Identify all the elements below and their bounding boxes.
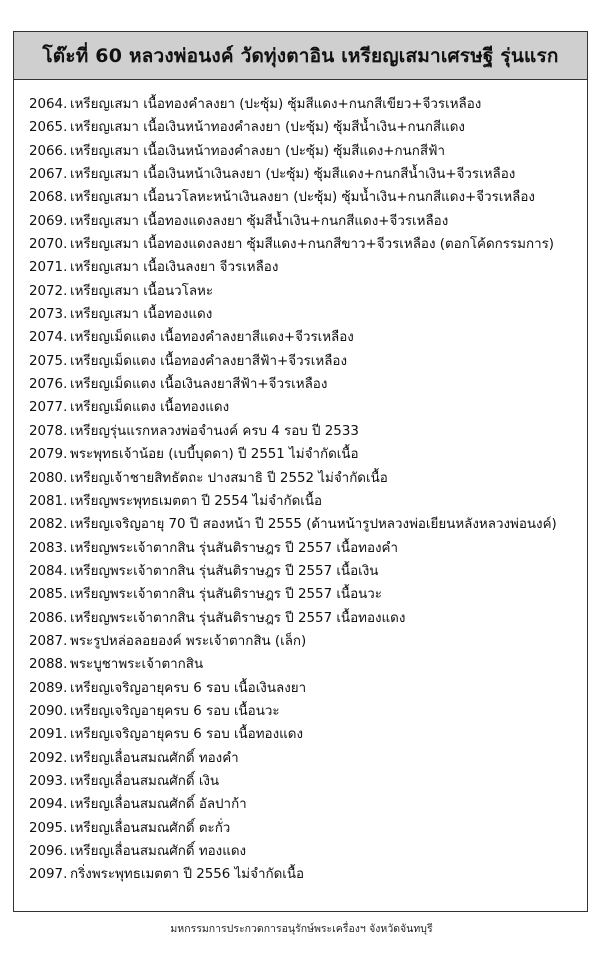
list-item — [29, 140, 581, 163]
item-text: เหรียญเจริญอายุครบ 6 รอบ เนื้อทองแดง — [70, 727, 304, 743]
list-item — [29, 630, 581, 653]
list-item — [29, 303, 581, 326]
item-number: 2071. — [29, 260, 68, 276]
list-item — [29, 560, 581, 583]
item-number: 2082. — [29, 517, 68, 533]
item-number: 2078. — [29, 423, 68, 439]
item-number: 2083. — [29, 540, 68, 556]
item-text: เหรียญเสมา เนื้อทองคำลงยา (ปะซุ้ม) ซุ้มสีแดง+กนกสีเขียว+จีวรเหลือง — [70, 97, 482, 112]
item-number: 2075. — [29, 353, 68, 369]
list-item — [29, 793, 581, 816]
list-item — [29, 723, 581, 746]
item-number: 2066. — [29, 143, 68, 159]
item-number: 2067. — [29, 167, 68, 183]
item-number: 2089. — [29, 680, 68, 696]
list-item — [29, 700, 581, 723]
list-item — [29, 467, 581, 490]
item-text: เหรียญเลื่อนสมณศักดิ์ ตะกั่ว — [70, 820, 231, 836]
item-number: 2094. — [29, 797, 68, 813]
list-item — [29, 420, 581, 443]
list-item — [29, 326, 581, 349]
item-number: 2091. — [29, 727, 68, 743]
title-bar — [14, 32, 587, 80]
list-item — [29, 770, 581, 793]
item-text: เหรียญเจริญอายุ 70 ปี สองหน้า ปี 2555 (ด้านหน้ารูปหลวงพ่อเยียนหลังหลวงพ่อนงค์) — [70, 517, 557, 533]
item-number: 2093. — [29, 773, 68, 789]
list-item — [29, 396, 581, 419]
list-item — [29, 93, 581, 116]
item-text: เหรียญเลื่อนสมณศักดิ์ ทองคำ — [70, 750, 239, 766]
item-text: พระพุทธเจ้าน้อย (เบบี้บุดดา) ปี 2551 ไม่จำกัดเนื้อ — [70, 447, 359, 463]
item-number: 2068. — [29, 190, 68, 206]
item-text: เหรียญเจริญอายุครบ 6 รอบ เนื้อเงินลงยา — [70, 680, 307, 696]
item-text: เหรียญเสมา เนื้อทองแดงลงยา ซุ้มสีน้ำเงิน+กนกสีแดง+จีวรเหลือง — [70, 213, 449, 229]
item-text: พระบูชาพระเจ้าตากสิน — [70, 657, 204, 673]
item-number: 2069. — [29, 213, 68, 229]
item-number: 2074. — [29, 330, 68, 346]
list-item — [29, 817, 581, 840]
item-text: เหรียญเสมา เนื้อเงินหน้าทองคำลงยา (ปะซุ้ม) ซุ้มสีน้ำเงิน+กนกสีแดง — [70, 120, 465, 136]
list-item — [29, 210, 581, 233]
list-item — [29, 443, 581, 466]
item-text: เหรียญเสมา เนื้อเงินหน้าทองคำลงยา (ปะซุ้ม) ซุ้มสีแดง+กนกสีฟ้า — [70, 143, 446, 159]
item-text: เหรียญเม็ดแตง เนื้อทองคำลงยาสีแดง+จีวรเหลือง — [70, 330, 354, 346]
item-number: 2073. — [29, 307, 68, 323]
item-text: เหรียญเจ้าชายสิทธัตถะ ปางสมาธิ ปี 2552 ไม่จำกัดเนื้อ — [70, 470, 388, 486]
item-number: 2092. — [29, 750, 68, 766]
item-text: เหรียญเสมา เนื้อเงินลงยา จีวรเหลือง — [70, 260, 279, 276]
item-number: 2090. — [29, 703, 68, 719]
item-text: เหรียญเสมา เนื้อทองแดงลงยา ซุ้มสีแดง+กนกสีขาว+จีวรเหลือง (ตอกโค้ดกรรมการ) — [70, 237, 555, 253]
list-item — [29, 233, 581, 256]
item-number: 2095. — [29, 820, 68, 836]
item-number: 2072. — [29, 283, 68, 299]
list-item — [29, 537, 581, 560]
item-number: 2079. — [29, 447, 68, 463]
list-item — [29, 747, 581, 770]
item-number: 2077. — [29, 400, 68, 416]
item-text: เหรียญเลื่อนสมณศักดิ์ เงิน — [70, 773, 220, 789]
list-item — [29, 280, 581, 303]
item-text: เหรียญเลื่อนสมณศักดิ์ ทองแดง — [70, 844, 247, 859]
item-number: 2076. — [29, 377, 68, 393]
list-item — [29, 116, 581, 139]
footer-text: มหกรรมการประกวดการอนุรักษ์พระเครื่องฯ จังหวัดจันทบุรี — [170, 923, 433, 935]
item-text: เหรียญรุ่นแรกหลวงพ่อจำนงค์ ครบ 4 รอบ ปี 2533 — [70, 423, 359, 439]
list-item — [29, 163, 581, 186]
item-list — [29, 93, 581, 887]
item-text: เหรียญพระเจ้าตากสิน รุ่นสันติราษฎร ปี 2557 เนื้อทองแดง — [70, 610, 406, 626]
item-number: 2088. — [29, 657, 68, 673]
item-number: 2096. — [29, 844, 68, 859]
item-text: พระรูปหล่อลอยองค์ พระเจ้าตากสิน (เล็ก) — [70, 633, 307, 649]
item-text: เหรียญพระเจ้าตากสิน รุ่นสันติราษฎร ปี 2557 เนื้อนวะ — [70, 587, 382, 603]
list-item — [29, 840, 581, 863]
list-item — [29, 350, 581, 373]
item-number: 2097. — [29, 867, 68, 883]
list-item — [29, 863, 581, 886]
item-number: 2085. — [29, 587, 68, 603]
list-item — [29, 653, 581, 676]
item-text: เหรียญพระเจ้าตากสิน รุ่นสันติราษฎร ปี 2557 เนื้อทองคำ — [70, 540, 399, 556]
page-title: โต๊ะที่ 60 หลวงพ่อนงค์ วัดทุ่งตาอิน เหรียญเสมาเศรษฐี รุ่นแรก — [42, 44, 559, 67]
document-frame — [13, 31, 588, 912]
item-number: 2084. — [29, 563, 68, 579]
item-text: เหรียญเสมา เนื้อนวโลหะ — [70, 283, 214, 299]
list-item — [29, 256, 581, 279]
item-text: เหรียญเสมา เนื้อเงินหน้าเงินลงยา (ปะซุ้ม) ซุ้มสีแดง+กนกสีน้ำเงิน+จีวรเหลือง — [70, 167, 516, 183]
item-number: 2080. — [29, 470, 68, 486]
list-item — [29, 677, 581, 700]
item-text: กริ่งพระพุทธเมตตา ปี 2556 ไม่จำกัดเนื้อ — [70, 867, 305, 883]
item-text: เหรียญเม็ดแตง เนื้อทองคำลงยาสีฟ้า+จีวรเหลือง — [70, 353, 347, 369]
item-text: เหรียญเม็ดแตง เนื้อทองแดง — [70, 400, 230, 416]
item-text: เหรียญพระเจ้าตากสิน รุ่นสันติราษฎร ปี 2557 เนื้อเงิน — [70, 563, 379, 579]
list-item — [29, 513, 581, 536]
list-item — [29, 186, 581, 209]
item-text: เหรียญเสมา เนื้อนวโลหะหน้าเงินลงยา (ปะซุ้ม) ซุ้มน้ำเงิน+กนกสีแดง+จีวรเหลือง — [70, 190, 535, 206]
item-number: 2065. — [29, 120, 68, 136]
item-number: 2070. — [29, 237, 68, 253]
list-item — [29, 583, 581, 606]
item-text: เหรียญเลื่อนสมณศักดิ์ อัลปาก้า — [70, 797, 247, 813]
item-text: เหรียญเสมา เนื้อทองแดง — [70, 307, 213, 323]
item-text: เหรียญเม็ดแตง เนื้อเงินลงยาสีฟ้า+จีวรเหลือง — [70, 377, 328, 393]
list-item — [29, 373, 581, 396]
list-item — [29, 490, 581, 513]
item-number: 2081. — [29, 493, 68, 509]
item-number: 2086. — [29, 610, 68, 626]
item-number: 2064. — [29, 97, 68, 112]
item-text: เหรียญเจริญอายุครบ 6 รอบ เนื้อนวะ — [70, 703, 280, 719]
item-number: 2087. — [29, 633, 68, 649]
item-text: เหรียญพระพุทธเมตตา ปี 2554 ไม่จำกัดเนื้อ — [70, 493, 323, 509]
list-item — [29, 607, 581, 630]
